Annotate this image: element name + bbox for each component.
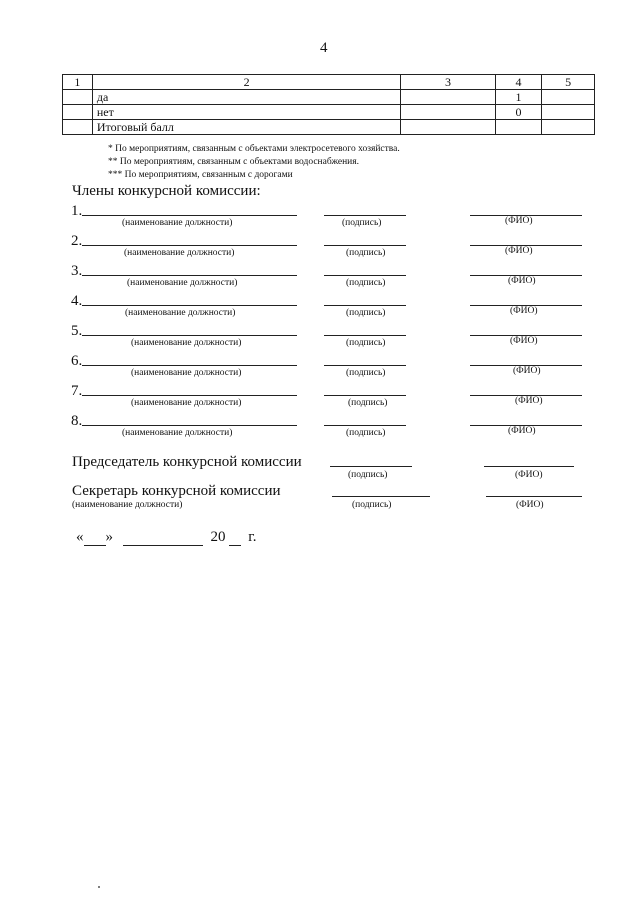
member-position-line[interactable] (82, 335, 297, 336)
table-cell (401, 105, 495, 120)
table-cell-score: 1 (495, 90, 542, 105)
member-position-line[interactable] (82, 215, 297, 216)
table-row (63, 90, 595, 105)
member-number: 2. (71, 233, 83, 249)
table-cell (542, 105, 595, 120)
table-cell-score: 0 (495, 105, 542, 120)
footnote: * По мероприятиям, связанным с объектами электросетевого хозяйства. (108, 144, 400, 154)
secretary-sign-caption: (подпись) (352, 500, 392, 510)
member-number: 6. (71, 353, 83, 369)
member-signature-line[interactable] (324, 215, 406, 216)
member-signature-line[interactable] (324, 425, 406, 426)
member-sign-caption: (подпись) (346, 308, 386, 318)
date-day-blank[interactable] (84, 531, 106, 546)
chairman-signature-line[interactable] (330, 466, 412, 467)
member-position-caption: (наименование должности) (131, 368, 242, 378)
member-signature-line[interactable] (324, 335, 406, 336)
footnote: *** По мероприятиям, связанным с дорогами (108, 170, 293, 180)
date-close-quote: » (105, 529, 113, 545)
member-sign-caption: (подпись) (348, 398, 388, 408)
footnotes (108, 143, 400, 182)
table-header-cell: 4 (495, 75, 542, 90)
member-number: 5. (71, 323, 83, 339)
member-name-caption: (ФИО) (505, 216, 533, 226)
chairman-sign-caption: (подпись) (348, 470, 388, 480)
table-row (63, 120, 595, 135)
chairman-name-line[interactable] (484, 466, 574, 467)
member-position-line[interactable] (82, 395, 297, 396)
member-position-caption: (наименование должности) (131, 338, 242, 348)
member-name-caption: (ФИО) (510, 336, 538, 346)
member-signature-line[interactable] (324, 365, 406, 366)
table-header-cell: 2 (92, 75, 401, 90)
member-number: 4. (71, 293, 83, 309)
member-number: 1. (71, 203, 83, 219)
member-name-caption: (ФИО) (513, 366, 541, 376)
chairman-title: Председатель конкурсной комиссии (72, 454, 302, 470)
member-name-caption: (ФИО) (505, 246, 533, 256)
footnote: ** По мероприятиям, связанным с объектами водоснабжения. (108, 157, 360, 167)
member-sign-caption: (подпись) (346, 428, 386, 438)
members-title: Члены конкурсной комиссии: (72, 183, 261, 199)
table-cell-score (495, 120, 542, 135)
member-signature-line[interactable] (324, 275, 406, 276)
member-signature-line[interactable] (324, 395, 406, 396)
member-position-caption: (наименование должности) (124, 248, 235, 258)
table-header-row (63, 75, 595, 90)
member-sign-caption: (подпись) (346, 248, 386, 258)
date-year-suffix: г. (248, 529, 257, 545)
member-number: 7. (71, 383, 83, 399)
date-line (76, 529, 256, 546)
table-header-cell: 5 (542, 75, 595, 90)
secretary-name-caption: (ФИО) (516, 500, 544, 510)
table-cell (542, 120, 595, 135)
member-position-line[interactable] (82, 365, 297, 366)
member-position-line[interactable] (82, 305, 297, 306)
table-row (63, 105, 595, 120)
member-name-caption: (ФИО) (515, 396, 543, 406)
table-cell (63, 120, 93, 135)
table-header-cell: 3 (401, 75, 495, 90)
member-sign-caption: (подпись) (346, 278, 386, 288)
member-position-caption: (наименование должности) (131, 398, 242, 408)
table-cell-label: нет (92, 105, 401, 120)
date-year-blank[interactable] (229, 531, 241, 546)
table-cell (542, 90, 595, 105)
table-cell (63, 105, 93, 120)
member-sign-caption: (подпись) (346, 338, 386, 348)
table-cell (401, 90, 495, 105)
table-cell (401, 120, 495, 135)
table-cell (63, 90, 93, 105)
date-month-blank[interactable] (123, 531, 203, 546)
member-position-caption: (наименование должности) (122, 218, 233, 228)
table-cell-label: да (92, 90, 401, 105)
member-position-caption: (наименование должности) (125, 308, 236, 318)
table-cell-label: Итоговый балл (92, 120, 401, 135)
table-header-cell: 1 (63, 75, 93, 90)
member-signature-line[interactable] (324, 305, 406, 306)
secretary-position-caption: (наименование должности) (72, 500, 183, 510)
member-position-caption: (наименование должности) (122, 428, 233, 438)
member-number: 3. (71, 263, 83, 279)
member-position-caption: (наименование должности) (127, 278, 238, 288)
date-open-quote: « (76, 529, 84, 545)
member-number: 8. (71, 413, 83, 429)
page-number: 4 (320, 40, 328, 56)
member-name-caption: (ФИО) (508, 426, 536, 436)
date-year-prefix: 20 (210, 529, 226, 545)
member-position-line[interactable] (82, 245, 297, 246)
member-sign-caption: (подпись) (342, 218, 382, 228)
secretary-title: Секретарь конкурсной комиссии (72, 483, 281, 499)
member-position-line[interactable] (82, 275, 297, 276)
secretary-signature-line[interactable] (332, 496, 430, 497)
scan-dot (98, 886, 100, 888)
secretary-name-line[interactable] (486, 496, 582, 497)
member-name-caption: (ФИО) (508, 276, 536, 286)
member-signature-line[interactable] (324, 245, 406, 246)
member-sign-caption: (подпись) (346, 368, 386, 378)
score-table (62, 74, 595, 135)
member-position-line[interactable] (82, 425, 297, 426)
chairman-name-caption: (ФИО) (515, 470, 543, 480)
member-name-caption: (ФИО) (510, 306, 538, 316)
